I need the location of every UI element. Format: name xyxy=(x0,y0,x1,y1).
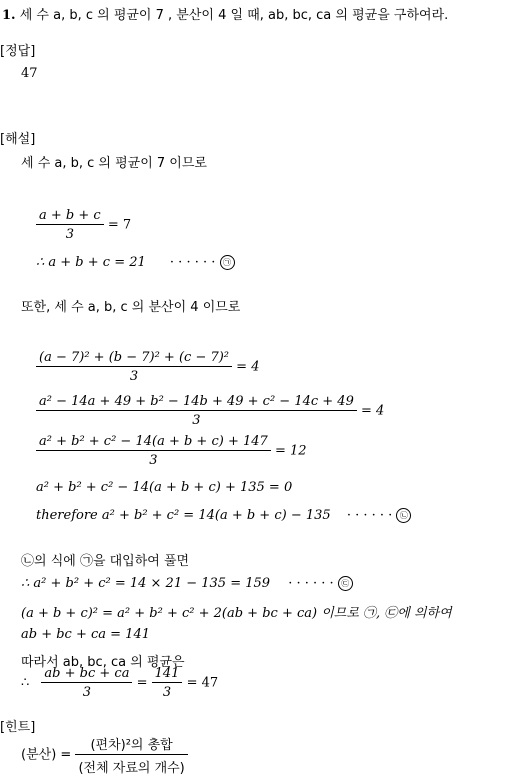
solution-intro-2: 또한, 세 수 a, b, c 의 분산이 4 이므로 xyxy=(21,300,241,315)
dots-3: · · · · · · xyxy=(288,576,334,591)
equation-3-rhs: = 4 xyxy=(236,359,260,375)
equation-2-text: ∴ a + b + c = 21 xyxy=(36,255,146,270)
equation-5-rhs: = 12 xyxy=(274,443,307,459)
fraction-4-numerator: a² − 14a + 49 + b² − 14b + 49 + c² − 14c + 49 xyxy=(36,394,357,411)
circled-mark-3-icon: ㉢ xyxy=(338,576,353,591)
fraction-3-numerator: (a − 7)² + (b − 7)² + (c − 7)² xyxy=(36,350,232,367)
equation-1-rhs: = 7 xyxy=(107,217,132,233)
solution-intro: 세 수 a, b, c 의 평균이 7 이므로 xyxy=(21,156,207,171)
equation-3 xyxy=(36,350,259,384)
fraction-13b-denominator: 3 xyxy=(162,685,172,700)
hint-lhs: (분산) = xyxy=(21,747,72,763)
equation-2 xyxy=(36,255,235,270)
dots-2: · · · · · · xyxy=(346,508,393,523)
problem-statement xyxy=(2,4,448,23)
equation-5 xyxy=(36,434,307,468)
fraction-3-denominator: 3 xyxy=(129,369,139,384)
fraction-5-denominator: 3 xyxy=(149,453,158,468)
answer-value: 47 xyxy=(21,66,38,81)
equation-10: (a + b + c)² = a² + b² + c² + 2(ab + bc + ca) 이므로 ㉠, ㉢에 의하여 xyxy=(21,606,452,621)
fraction-13a-numerator: ab + bc + ca xyxy=(41,666,132,683)
equation-4-rhs: = 4 xyxy=(361,403,385,419)
circled-mark-1-icon: ㉠ xyxy=(220,255,235,270)
therefore-symbol: ∴ xyxy=(21,675,30,691)
fraction-1-numerator: a + b + c xyxy=(36,208,104,225)
equation-13-rhs: = 47 xyxy=(186,675,219,691)
problem-number: 1. xyxy=(2,8,16,23)
answer-label: [정답] xyxy=(0,44,36,59)
solution-line-8: ㉡의 식에 ㉠을 대입하여 풀면 xyxy=(21,554,190,569)
equation-7 xyxy=(36,508,411,523)
problem-text: 세 수 a, b, c 의 평균이 7 , 분산이 4 일 때, ab, bc, ca 의 평균을 구하여라. xyxy=(19,8,449,23)
solution-line-12: 따라서 ab, bc, ca 의 평균은 xyxy=(21,655,185,670)
circled-mark-2-icon: ㉡ xyxy=(396,508,411,523)
fraction-1-denominator: 3 xyxy=(65,227,74,242)
fraction-13a-denominator: 3 xyxy=(82,685,92,700)
solution-label: [해설] xyxy=(0,132,36,147)
fraction-5-numerator: a² + b² + c² − 14(a + b + c) + 147 xyxy=(36,434,271,451)
fraction-1 xyxy=(36,208,104,242)
equation-11: ab + bc + ca = 141 xyxy=(21,627,150,642)
equation-4 xyxy=(36,394,384,428)
hint-label: [힌트] xyxy=(0,720,36,735)
equation-13 xyxy=(21,666,218,700)
equation-6: a² + b² + c² − 14(a + b + c) + 135 = 0 xyxy=(36,480,293,495)
hint-denominator: (전체 자료의 개수) xyxy=(78,761,185,776)
fraction-13b-numerator: 141 xyxy=(152,666,183,683)
hint-numerator: (편차)²의 총합 xyxy=(75,734,187,755)
equation-9 xyxy=(21,576,353,591)
dots-1: · · · · · · xyxy=(169,255,216,270)
equation-7-text: therefore a² + b² + c² = 14(a + b + c) − 135 xyxy=(36,508,331,523)
hint-formula xyxy=(21,734,188,776)
equation-1 xyxy=(36,208,131,242)
equals-sign: = xyxy=(136,675,148,691)
equation-9-text: ∴ a² + b² + c² = 14 × 21 − 135 = 159 xyxy=(21,576,271,591)
fraction-4-denominator: 3 xyxy=(192,413,201,428)
